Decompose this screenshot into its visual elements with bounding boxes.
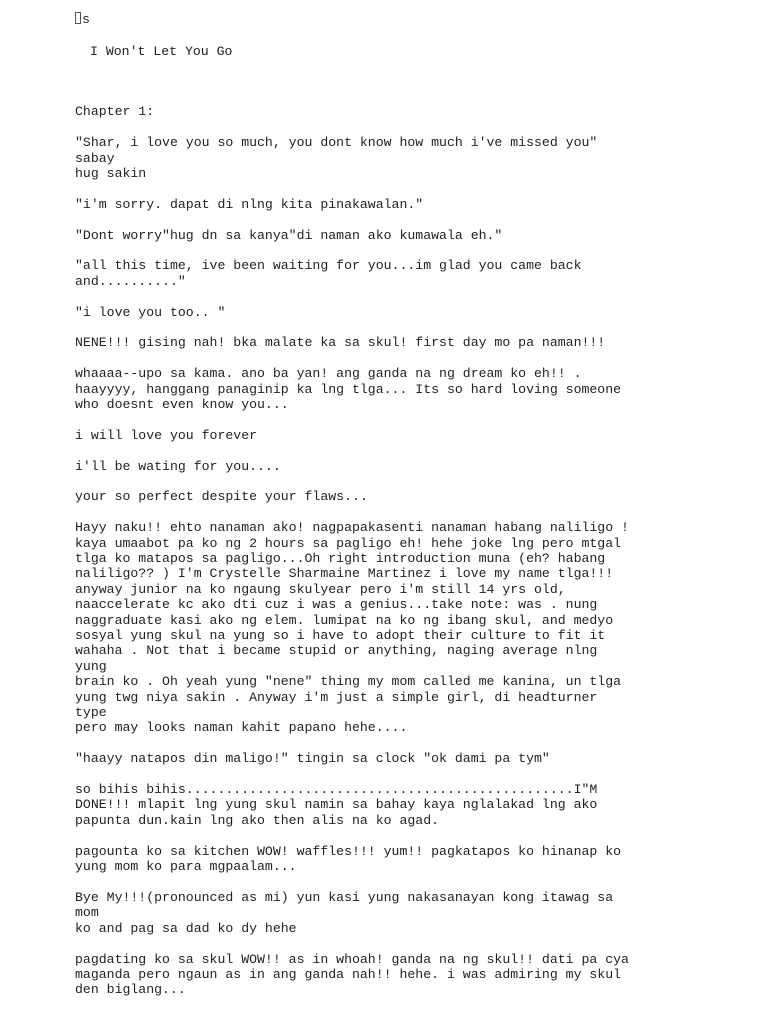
paragraph: pagdating ko sa skul WOW!! as in whoah! ganda na ng skul!! dati pa cya maganda pero ngaun as in ang ganda nah!! hehe. i was admiring my skul den biglang...: [75, 951, 629, 998]
paragraph: i'll be wating for you....: [75, 458, 281, 474]
paragraph: "Dont worry"hug dn sa kanya"di naman ako kumawala eh.": [75, 227, 503, 243]
paragraph: your so perfect despite your flaws...: [75, 489, 368, 505]
document-page: [75, 12, 635, 998]
paragraph: "Shar, i love you so much, you dont know how much i've missed you" sabay hug sakin: [75, 135, 598, 182]
paragraph: Hayy naku!! ehto nanaman ako! nagpapakasenti nanaman habang naliligo ! kaya umaabot pa ko ng 2 hours sa pagligo eh! hehe joke lng pero mtgal tlga ko matapos sa pagligo...Oh right introduction muna (eh? habang naliligo?? ) I'm Crystelle Sharmaine Martinez i love my name tlga!!! anyway junior na ko ngaung skulyear pero i'm still 14 yrs old, naaccelerate kc ako dti cuz i was a genius...take note: was . nung naggraduate kasi ako ng elem. lumipat na ko ng ibang skul, and medyo sosyal yung skul na yung so i have to adopt their culture to fit it wahaha . Not that i became stupid or anything, naging average nlng yung brain ko . Oh yeah yung "nene" thing my mom called me kanina, un tlga yung twg niya sakin . Anyway i'm just a simple girl, di headturner type pero may looks naman kahit papano hehe....: [75, 520, 629, 736]
header-glyph-text: s: [82, 12, 90, 27]
paragraph: "all this time, ive been waiting for you...im glad you came back and..........": [75, 258, 582, 289]
paragraph: "i love you too.. ": [75, 304, 226, 320]
header-glyph-row: [75, 12, 635, 30]
paragraph: Bye My!!!(pronounced as mi) yun kasi yung nakasanayan kong itawag sa mom ko and pag sa dad ko dy hehe: [75, 889, 614, 936]
paragraph: "haayy natapos din maligo!" tingin sa clock "ok dami pa tym": [75, 751, 550, 767]
paragraph: NENE!!! gising nah! bka malate ka sa skul! first day mo pa naman!!!: [75, 335, 606, 351]
paragraph: "i'm sorry. dapat di nlng kita pinakawalan.": [75, 196, 424, 212]
paragraph: whaaaa--upo sa kama. ano ba yan! ang ganda na ng dream ko eh!! . haayyyy, hanggang panaginip ka lng tlga... Its so hard loving someone who doesnt even know you...: [75, 366, 622, 413]
missing-glyph-icon: [75, 12, 81, 24]
paragraph: i will love you forever: [75, 427, 258, 443]
paragraph: so bihis bihis.................................................I"M DONE!!! mlapit lng yung skul namin sa bahay kaya nglalakad lng ako papunta dun.kain lng ako then alis na ko agad.: [75, 782, 598, 828]
document-title: I Won't Let You Go: [90, 44, 233, 59]
chapter-heading: Chapter 1:: [75, 104, 155, 120]
paragraph: pagounta ko sa kitchen WOW! waffles!!! yum!! pagkatapos ko hinanap ko yung mom ko para mgpaalam...: [75, 843, 622, 875]
